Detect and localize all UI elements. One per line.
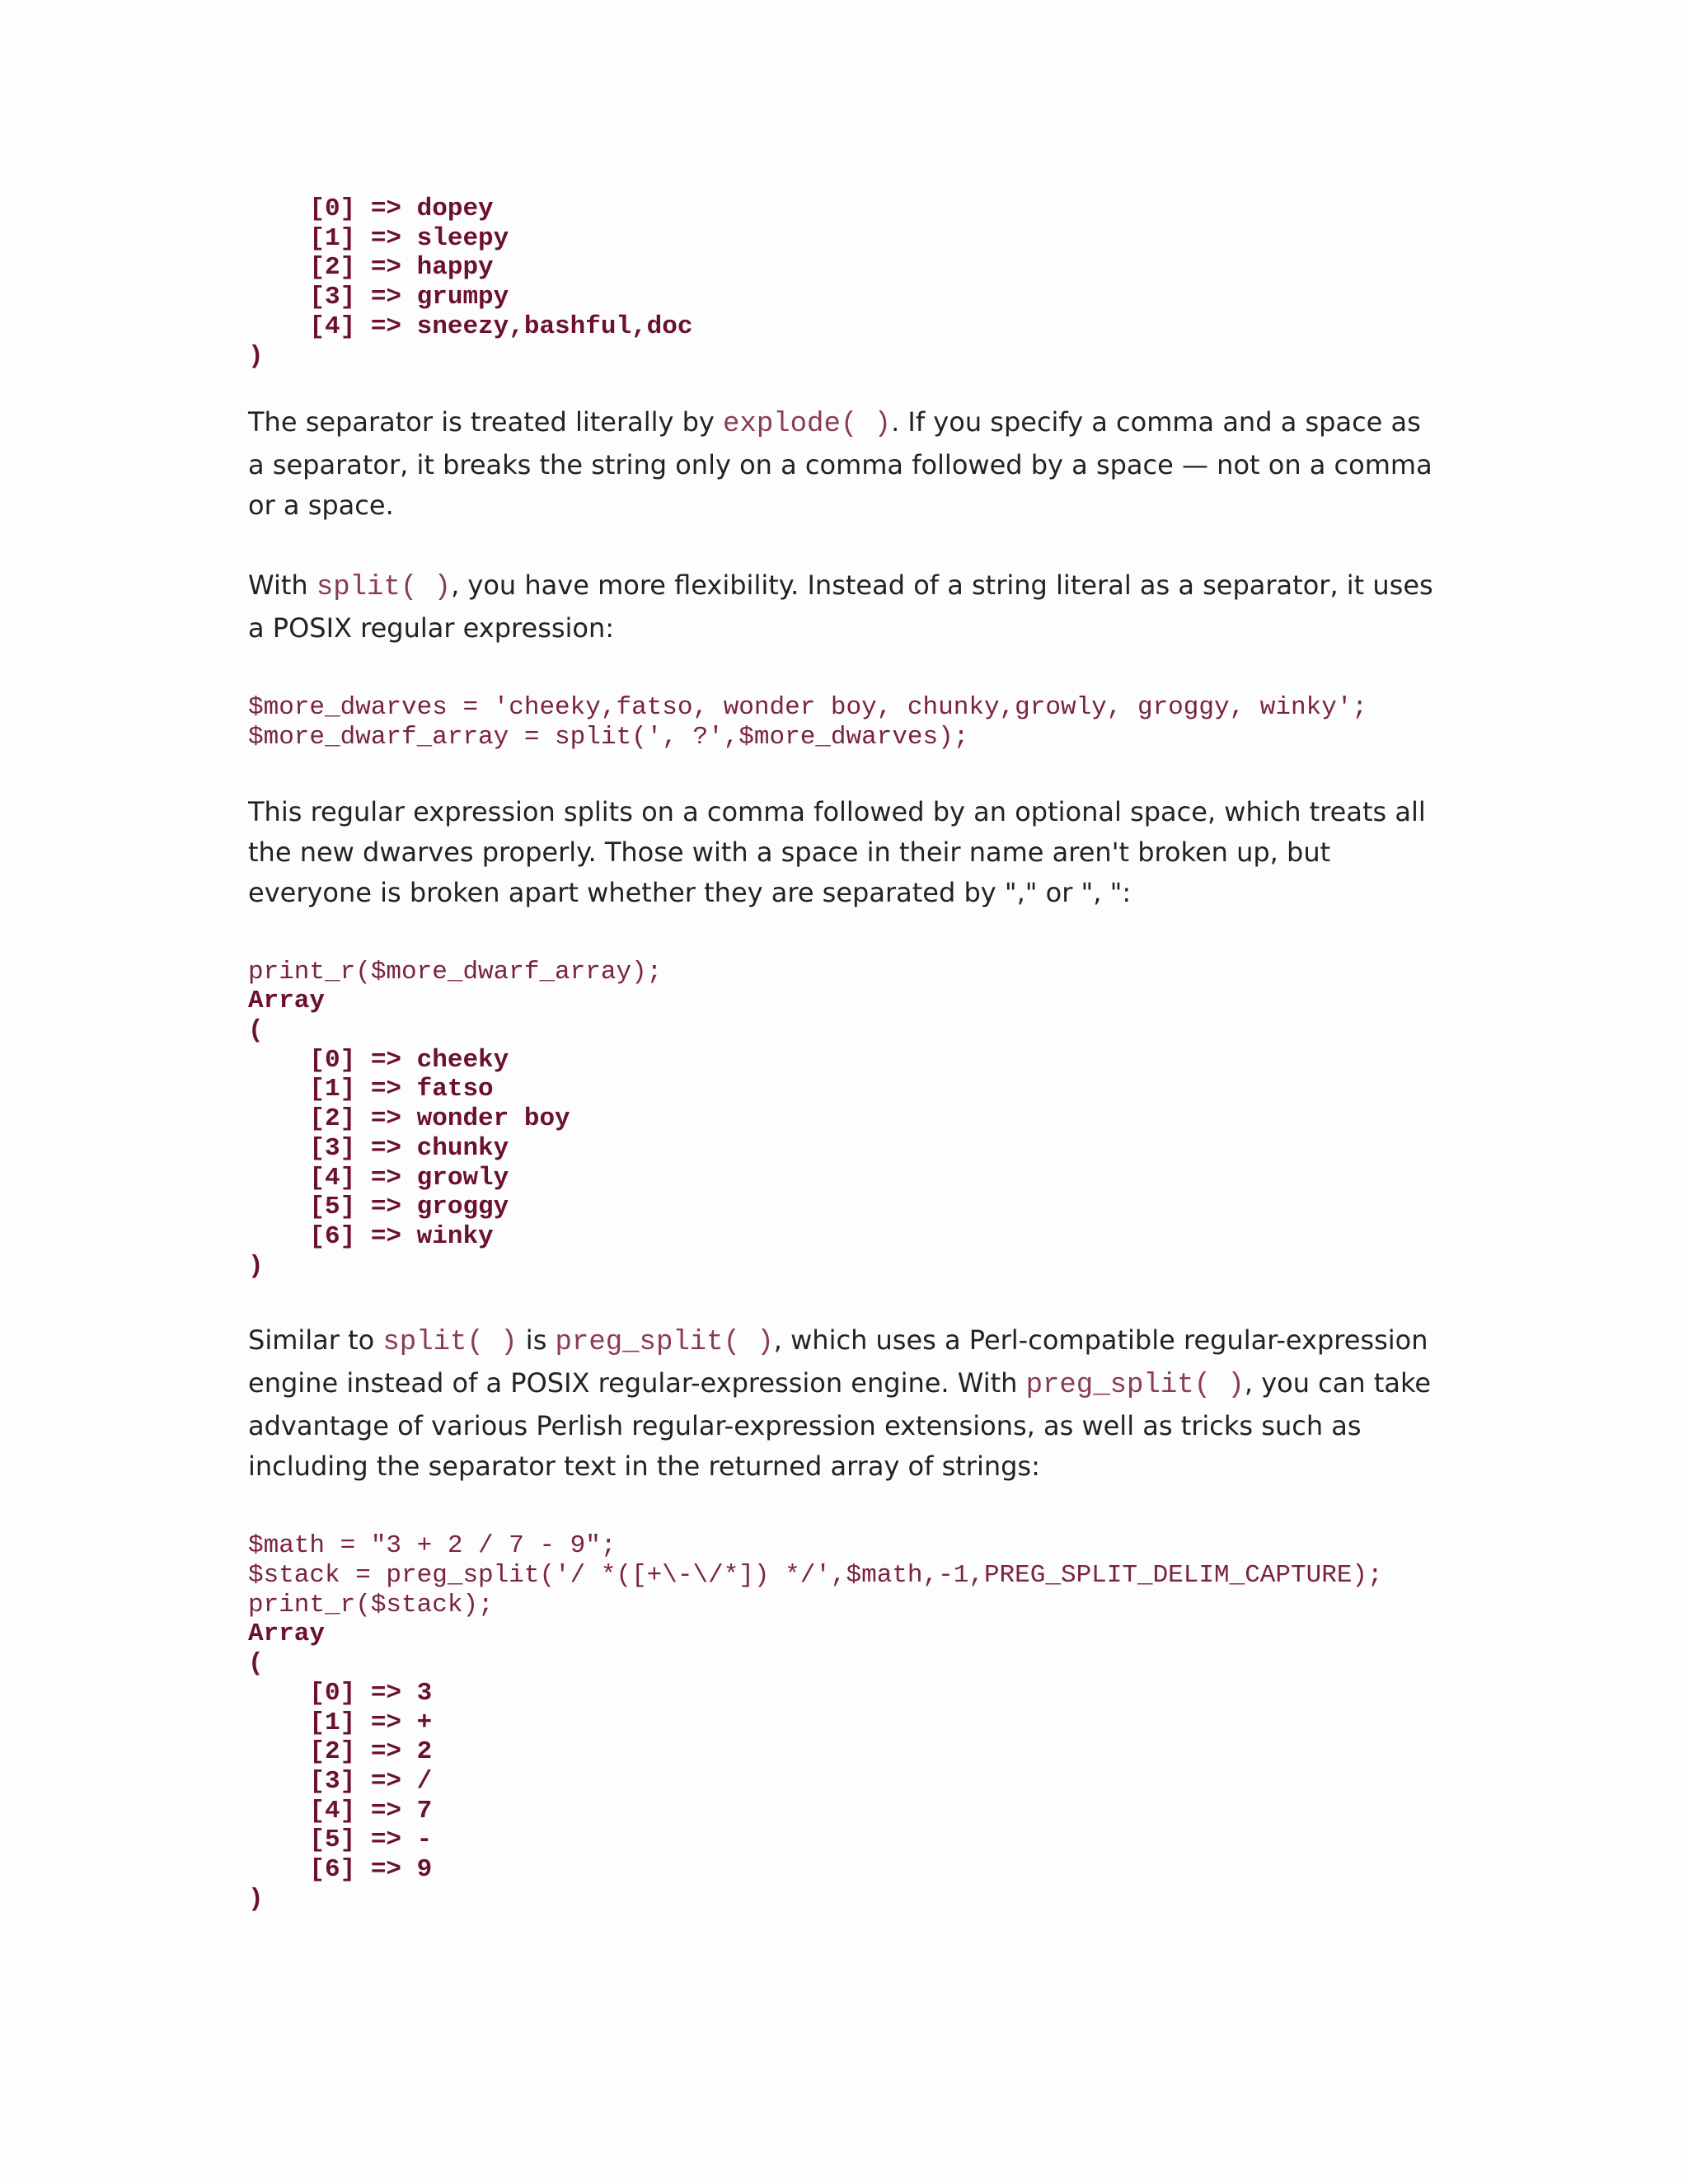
text-span: , you can take advantage of various Perlish regular-expression extensions, as well as tricks such as including the separator text in the returned array of strings: [248,1367,1432,1483]
inline-code-split: split( ) [382,1327,518,1359]
inline-code-explode: explode( ) [723,409,892,441]
inline-code-preg-split: preg_split( ) [555,1327,774,1359]
text-span: Similar to [248,1324,383,1357]
inline-code-preg-split: preg_split( ) [1025,1370,1245,1402]
document-page [248,194,1435,1915]
text-span: , you have more flexibility. Instead of a string literal as a separator, it uses a POSIX regular expression: [248,569,1433,644]
paragraph-explode [248,402,1435,526]
code-block-split [248,693,1435,752]
inline-code-split: split( ) [316,572,452,604]
text-span: is [517,1324,556,1357]
text-span: With [248,569,316,602]
paragraph-regex-explanation: This regular expression splits on a comma followed by an optional space, which treats all the new dwarves properly. Those with a space in their name aren't broken up, but everyone is broken apart whether they are separated by "," or ", ": [248,795,1426,908]
print-r-output: Array ( [0] => cheeky [1] => fatso [2] => wonder boy [3] => chunky [4] => growly [5] => groggy [6] => winky ) [248,987,570,1281]
paragraph-split [248,565,1435,649]
code-block-preg-split [248,1531,1435,1914]
code-source: print_r($more_dwarf_array); [248,957,663,987]
code-block-print-dwarves [248,958,1435,1282]
code-source: $math = "3 + 2 / 7 - 9"; $stack = preg_split('/ *([+\-\/*]) */',$math,-1,PREG_SPLIT_DELIM_CAPTURE); print_r($stack); [248,1531,1383,1619]
code-block-output-dopey [248,194,1435,371]
text-span: The separator is treated literally by [248,406,724,438]
text-span: . If you specify a comma and a space as a separator, it breaks the string only on a comma followed by a space — not on a comma or a space. [248,406,1432,522]
paragraph-preg-split [248,1320,1435,1487]
print-r-output: [0] => dopey [1] => sleepy [2] => happy [3] => grumpy [4] => sneezy,bashful,doc ) [248,194,693,371]
print-r-output: Array ( [0] => 3 [1] => + [2] => 2 [3] => / [4] => 7 [5] => - [6] => 9 ) [248,1619,433,1914]
text-span: , which uses a Perl-compatible regular-expression engine instead of a POSIX regular-expression engine. With [248,1324,1428,1399]
code-source: $more_dwarves = 'cheeky,fatso, wonder boy, chunky,growly, groggy, winky'; $more_dwarf_array = split(', ?',$more_dwarves); [248,693,1368,752]
